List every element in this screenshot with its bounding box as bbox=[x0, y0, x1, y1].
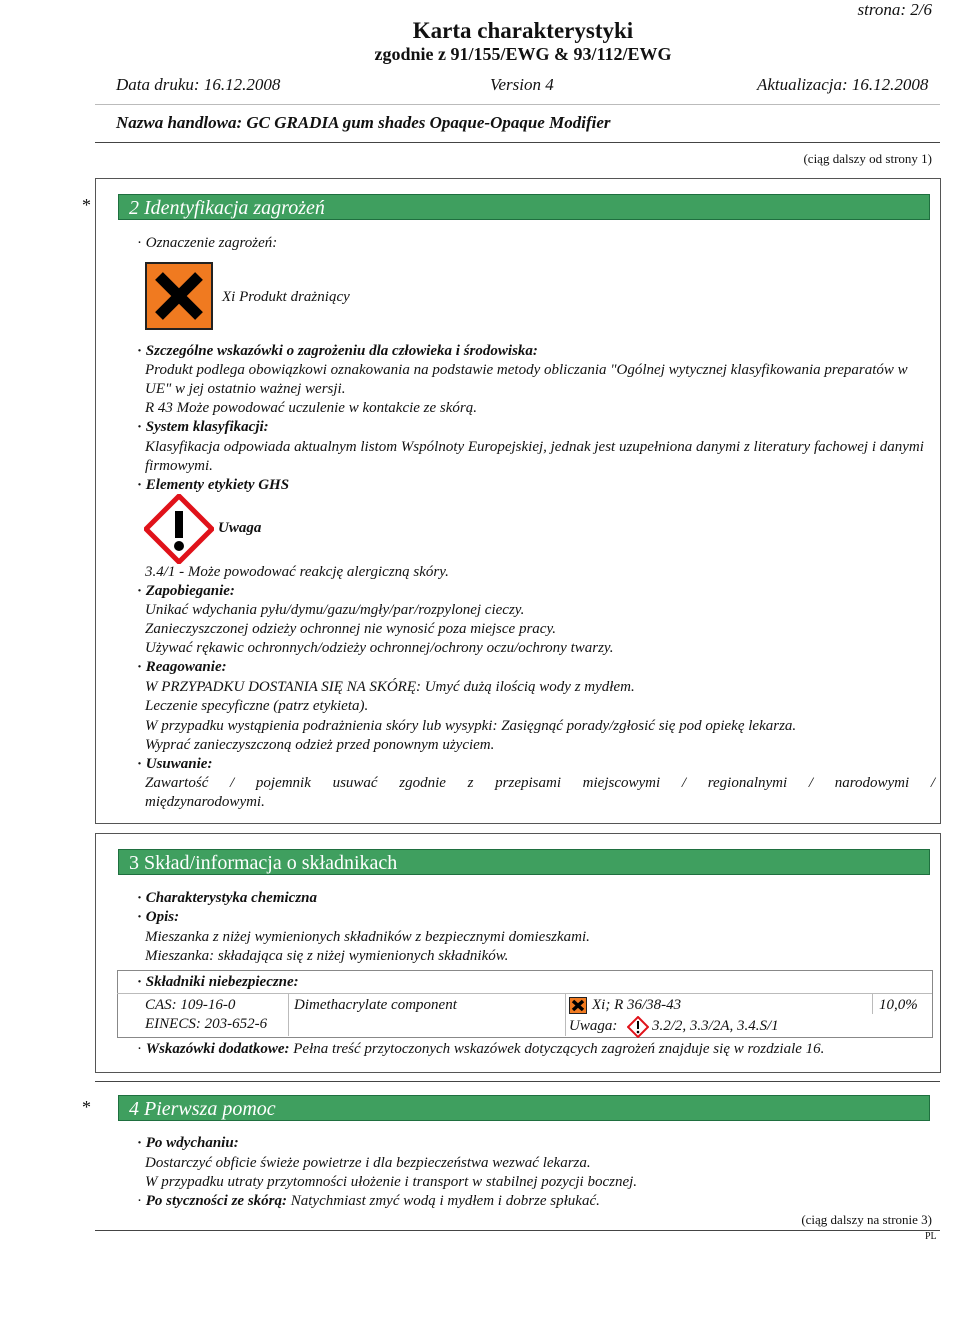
table-divider bbox=[872, 994, 873, 1014]
continued-from: (ciąg dalszy od strony 1) bbox=[803, 151, 932, 166]
classification-ghs: 3.2/2, 3.3/2A, 3.4.S/1 bbox=[652, 1018, 779, 1034]
prevention-statement: Używać rękawic ochronnych/odzieży ochronnej/ochrony oczu/ochrony twarzy. bbox=[145, 640, 614, 656]
trade-name: Nazwa handlowa: GC GRADIA gum shades Opaque-Opaque Modifier bbox=[116, 113, 611, 132]
signal-word: Uwaga bbox=[218, 520, 262, 536]
component-percent: 10,0% bbox=[879, 997, 918, 1013]
language-code: PL bbox=[925, 1231, 937, 1242]
chemical-characterization-label: · Charakterystyka chemiczna bbox=[137, 890, 318, 906]
response-statement: Wyprać zanieczyszczoną odzież przed ponownym użyciem. bbox=[145, 737, 495, 753]
document-subtitle: zgodnie z 91/155/EWG & 93/112/EWG bbox=[374, 44, 672, 64]
response-statement: W PRZYPADKU DOSTANIA SIĘ NA SKÓRĘ: Umyć dużą ilością wody z mydłem. bbox=[145, 679, 635, 695]
page-number: strona: 2/6 bbox=[857, 0, 932, 19]
classification-system-label: · System klasyfikacji: bbox=[137, 419, 269, 435]
description-text: Mieszanka z niżej wymienionych składników z bezpiecznymi domieszkami. bbox=[145, 929, 590, 945]
description-label: · Opis: bbox=[137, 909, 180, 925]
classification-warning-prefix: Uwaga: bbox=[569, 1018, 618, 1034]
classification-xi: Xi; R 36/38-43 bbox=[592, 997, 682, 1013]
einecs-number: EINECS: 203-652-6 bbox=[145, 1016, 268, 1032]
response-label: · Reagowanie: bbox=[137, 659, 227, 675]
cas-number: CAS: 109-16-0 bbox=[145, 997, 236, 1013]
description-text: Mieszanka: składająca się z niżej wymienionych składników. bbox=[145, 948, 509, 964]
disposal-text-line1: Zawartość / pojemnik usuwać zgodnie z przepisami miejscowymi / regionalnymi / narodowymi / bbox=[145, 775, 935, 791]
header-rule bbox=[95, 142, 940, 143]
header-divider bbox=[95, 104, 940, 105]
response-statement: Leczenie specyficzne (patrz etykieta). bbox=[145, 698, 369, 714]
ghs-exclamation-icon bbox=[144, 494, 214, 564]
additional-info: · Wskazówki dodatkowe: Pełna treść przytoczonych wskazówek dotyczących zagrożeń znajduje się w rozdziale 16. bbox=[137, 1041, 825, 1057]
disposal-label: · Usuwanie: bbox=[137, 756, 213, 772]
footer-rule bbox=[95, 1230, 940, 1231]
prevention-label: · Zapobieganie: bbox=[137, 583, 235, 599]
component-name: Dimethacrylate component bbox=[294, 997, 457, 1013]
change-marker: * bbox=[82, 195, 91, 215]
section-3-title: 3 Skład/informacja o składnikach bbox=[118, 849, 930, 875]
continued-on: (ciąg dalszy na stronie 3) bbox=[801, 1212, 932, 1227]
section-2-title: 2 Identyfikacja zagrożeń bbox=[118, 194, 930, 220]
disposal-text: międzynarodowymi. bbox=[145, 794, 265, 810]
ghs-exclamation-small-icon bbox=[627, 1016, 649, 1038]
update-date: Aktualizacja: 16.12.2008 bbox=[757, 75, 929, 94]
special-hazards-text: Produkt podlega obowiązkowi oznakowania na podstawie metody obliczania "Ogólnej wytycznej klasyfikowania preparatów w UE" w jej ostatnio ważnej wersji. bbox=[145, 362, 908, 397]
hazardous-components-label: · Składniki niebezpieczne: bbox=[137, 974, 299, 990]
xi-small-icon bbox=[569, 997, 587, 1014]
inhalation-text: Dostarczyć obficie świeże powietrze i dla bezpieczeństwa wezwać lekarza. bbox=[145, 1155, 591, 1171]
table-divider bbox=[288, 994, 289, 1036]
section-4-rule bbox=[95, 1081, 940, 1082]
change-marker: * bbox=[82, 1097, 91, 1117]
version: Version 4 bbox=[490, 75, 554, 94]
classification-system-text: Klasyfikacja odpowiada aktualnym listom Wspólnoty Europejskiej, jednak jest uzupełniona danymi z literatury fachowej i danymi firmowymi. bbox=[145, 439, 924, 474]
special-hazards-label: · Szczególne wskazówki o zagrożeniu dla człowieka i środowiska: bbox=[137, 343, 538, 359]
table-divider bbox=[565, 994, 566, 1036]
document-title: Karta charakterystyki bbox=[412, 18, 634, 43]
section-4-title: 4 Pierwsza pomoc bbox=[118, 1095, 930, 1121]
inhalation-label: · Po wdychaniu: bbox=[137, 1135, 239, 1151]
xi-irritant-text: Xi Produkt drażniący bbox=[222, 289, 350, 305]
response-statement: W przypadku wystąpienia podrażnienia skóry lub wysypki: Zasięgnąć porady/zgłosić się pod opiekę lekarza. bbox=[145, 718, 797, 734]
table-divider bbox=[117, 993, 932, 994]
print-date: Data druku: 16.12.2008 bbox=[116, 75, 281, 94]
hazard-designation-label: · Oznaczenie zagrożeń: bbox=[137, 235, 278, 251]
r43-phrase: R 43 Może powodować uczulenie w kontakcie ze skórą. bbox=[145, 400, 478, 416]
ghs-label-elements: · Elementy etykiety GHS bbox=[137, 477, 290, 493]
hazard-statement: 3.4/1 - Może powodować reakcję alergiczną skóry. bbox=[145, 564, 449, 580]
prevention-statement: Unikać wdychania pyłu/dymu/gazu/mgły/par/rozpylonej cieczy. bbox=[145, 602, 525, 618]
xi-irritant-icon bbox=[145, 262, 213, 330]
skin-contact: · Po styczności ze skórą: Natychmiast zmyć wodą i mydłem i dobrze spłukać. bbox=[137, 1193, 600, 1209]
inhalation-text: W przypadku utraty przytomności ułożenie i transport w stabilnej pozycji bocznej. bbox=[145, 1174, 638, 1190]
prevention-statement: Zanieczyszczonej odzieży ochronnej nie wynosić poza miejsce pracy. bbox=[145, 621, 557, 637]
